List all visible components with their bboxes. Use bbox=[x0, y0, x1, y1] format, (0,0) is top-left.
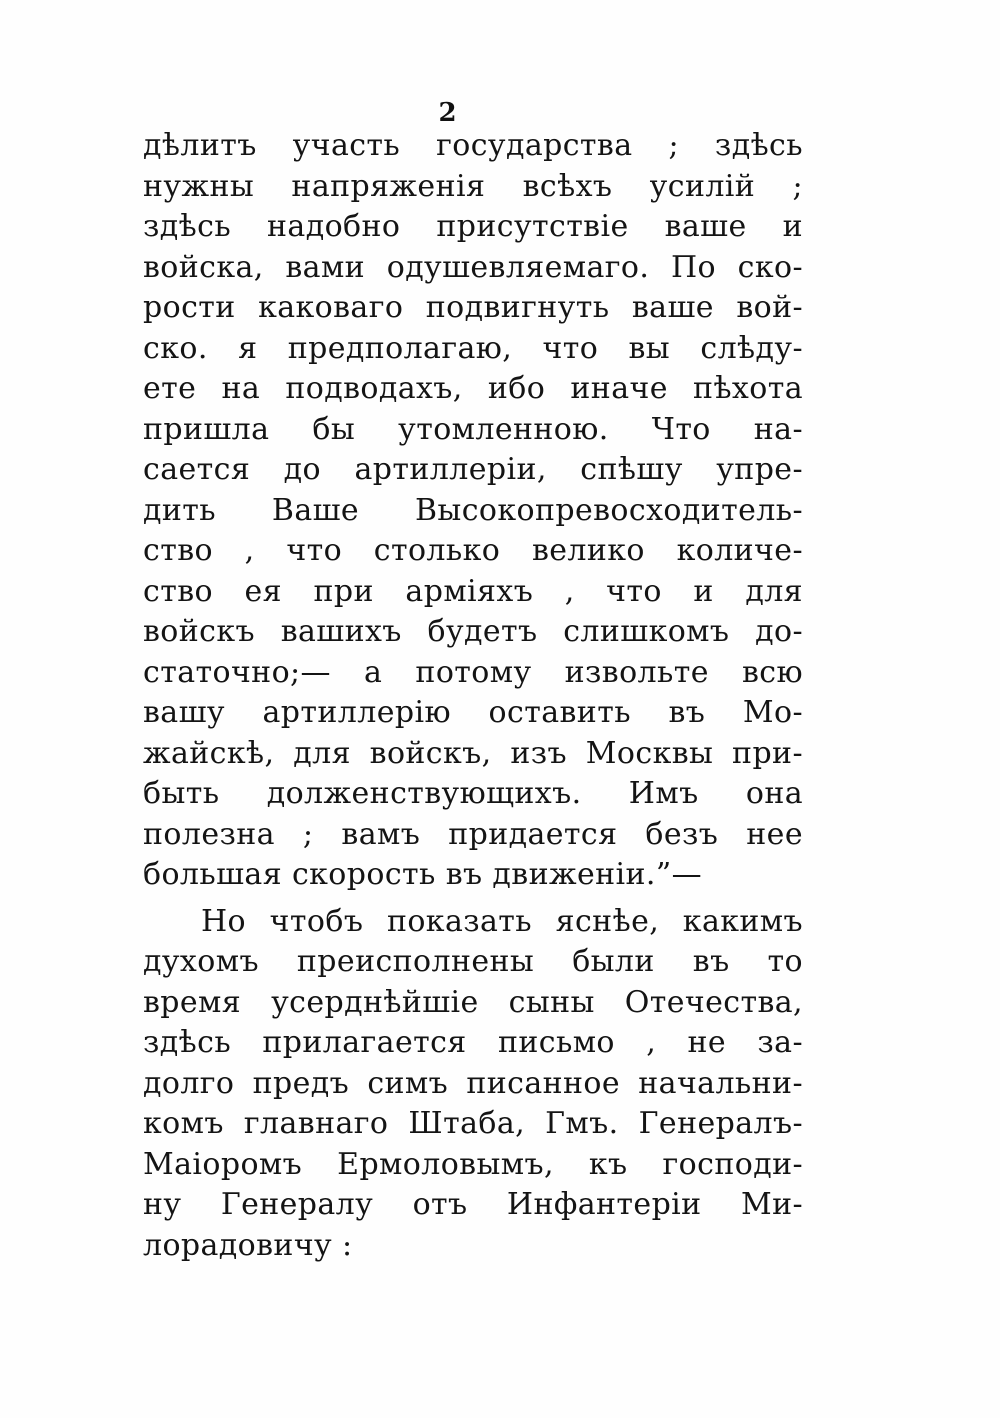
body-text bbox=[143, 126, 803, 1266]
text-line: ско. я предполагаю, что вы слѣду- bbox=[143, 330, 803, 366]
text-line: сается до артиллеріи, спѣшу упре- bbox=[143, 452, 803, 487]
text-line: Маіоромъ Ермоловымъ, къ господи- bbox=[143, 1146, 803, 1182]
text-line: время усерднѣйшіе сыны Отечества, bbox=[143, 984, 803, 1020]
text-line: рости каковаго подвигнуть ваше вой- bbox=[143, 290, 803, 325]
text-line: духомъ преисполнены были въ то bbox=[143, 944, 803, 979]
text-line: войска, вами одушевляемаго. По ско- bbox=[143, 249, 803, 285]
text-line: долго предъ симъ писанное начальни- bbox=[143, 1065, 803, 1101]
text-line: полезна ; вамъ придается безъ нее bbox=[143, 816, 803, 852]
text-line: ну Генералу отъ Инфантеріи Ми- bbox=[143, 1187, 803, 1222]
text-line: ете на подводахъ, ибо иначе пѣхота bbox=[143, 371, 803, 406]
paragraph bbox=[143, 902, 803, 1267]
text-line: лорадовичу : bbox=[143, 1227, 353, 1263]
text-line: статочно;— а потому извольте всю bbox=[143, 654, 803, 690]
text-line: дѣлитъ участь государства ; здѣсь bbox=[143, 128, 803, 163]
paragraph bbox=[143, 126, 803, 896]
text-line: ство ея при арміяхъ , что и для bbox=[143, 573, 803, 609]
page-number: 2 bbox=[438, 98, 457, 128]
text-line: дить Ваше Высокопревосходитель- bbox=[143, 492, 803, 528]
text-line: здѣсь надобно присутствіе ваше и bbox=[143, 209, 803, 244]
text-line: быть долженствующихъ. Имъ она bbox=[143, 776, 803, 811]
text-line: жайскѣ, для войскъ, изъ Москвы при- bbox=[143, 735, 803, 771]
text-line: большая скорость въ движеніи.”— bbox=[143, 857, 702, 892]
text-line: ство , что столько велико количе- bbox=[143, 533, 803, 568]
text-line: нужны напряженія всѣхъ усилій ; bbox=[143, 168, 803, 204]
text-line: пришла бы утомленною. Что на- bbox=[143, 411, 803, 447]
text-line: вашу артиллерію оставить въ Мо- bbox=[143, 695, 803, 730]
text-line: здѣсь прилагается письмо , не за- bbox=[143, 1025, 803, 1060]
text-line: Но чтобъ показать яснѣе, какимъ bbox=[201, 903, 803, 939]
text-line: комъ главнаго Штаба, Гмъ. Генералъ- bbox=[143, 1106, 803, 1141]
text-line: войскъ вашихъ будетъ слишкомъ до- bbox=[143, 614, 803, 649]
